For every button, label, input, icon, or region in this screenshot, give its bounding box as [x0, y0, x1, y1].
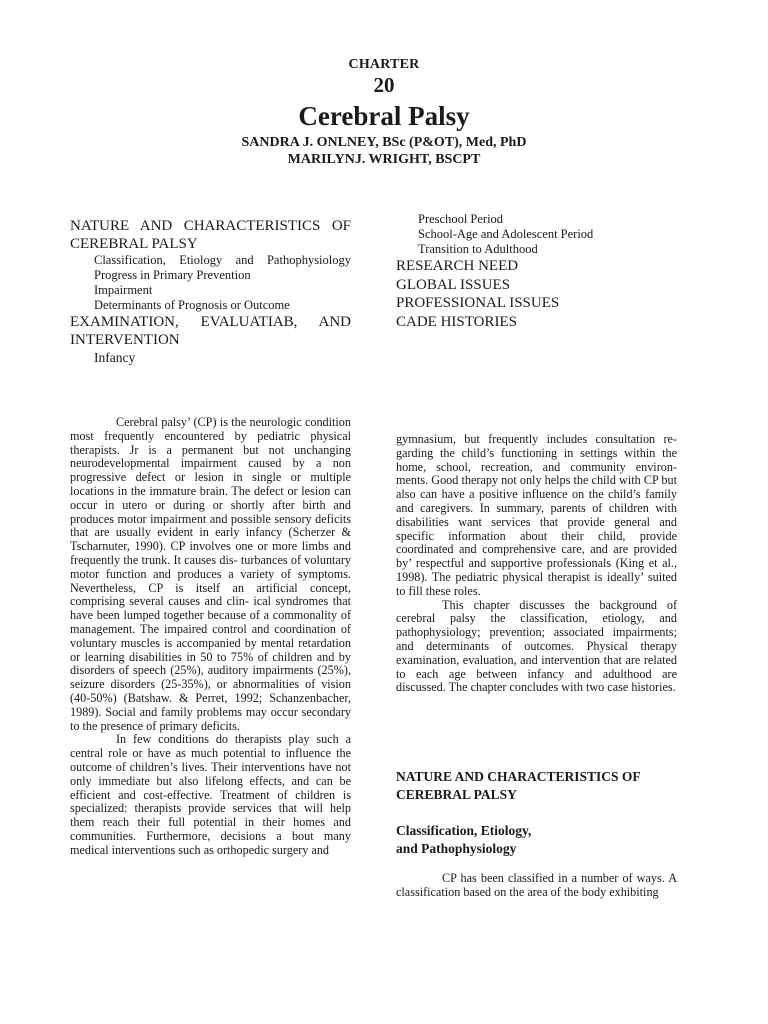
- body-paragraph: In few conditions do therapists play such a central role or have as much potential to influence the outcome of children’s lives. Their interventions have not only immediate but also lifelong effects, and can be efficient and cost-effective. Treatment of children is specialized: therapists provide services that will help them reach their full potential in their homes and communities. Furthermore, decisions a bout many medical interventions such as orthopedic surgery and: [70, 732, 351, 857]
- body-column-right: [396, 433, 677, 695]
- body-paragraph: gymnasium, but frequently includes consultation re- garding the child’s functioning in settings within the home, school, recreation, and community environ- ments. Good therapy not only helps the child with CP but also can have a positive influence on the child’s family and caregivers. In summary, parents of children with disabilities want services that provide general and specific information about their child, provide coordinated and comprehensive care, and are provided by’ respectful and supportive professionals (King et al., 1998). The pediatric physical therapist is ideally’ suited to fill these roles.: [396, 432, 677, 598]
- toc-entry-sub: Progress in Primary Prevention: [94, 268, 251, 282]
- author-line: MARILYNJ. WRIGHT, BSCPT: [287, 152, 481, 167]
- toc-entry-main: CADE HISTORIES: [396, 313, 517, 330]
- author-line: SANDRA J. ONLNEY, BSc (P&OT), Med, PhD: [241, 135, 527, 150]
- toc-entry-sub: Transition to Adulthood: [418, 242, 538, 256]
- toc-entry-main: RESEARCH NEED: [396, 258, 519, 274]
- subsection-heading-line: Classification, Etiology,: [396, 823, 532, 838]
- table-of-contents-left: [70, 217, 351, 367]
- toc-entry-sub: School-Age and Adolescent Period: [418, 227, 594, 241]
- body-column-left: [70, 416, 351, 858]
- toc-entry-sub: Determinants of Prognosis or Outcome: [94, 298, 290, 312]
- toc-entry-sub: Classification, Etiology and Pathophysiology: [94, 253, 351, 267]
- body-paragraph: CP has been classified in a number of ways. A classification based on the area of the body exhibiting: [396, 871, 677, 899]
- toc-entry-main: CEREBRAL PALSY: [70, 236, 198, 252]
- section-heading-line: NATURE AND CHARACTERISTICS OF: [396, 769, 641, 784]
- subsection-heading-line: and Pathophysiology: [396, 841, 517, 856]
- body-column-right-continued: [396, 872, 677, 900]
- toc-entry-main: PROFESSIONAL ISSUES: [396, 295, 560, 311]
- toc-entry-sub: Preschool Period: [418, 212, 504, 226]
- chapter-label: CHARTER: [348, 57, 420, 72]
- chapter-number: 20: [373, 73, 395, 97]
- chapter-title: Cerebral Palsy: [298, 101, 470, 131]
- body-paragraph: This chapter discusses the background of cerebral palsy the classification, etiology, and pathophysiology; prevention; associated impairments; and determinants of outcomes. Physical therapy examination, evaluation, and intervention that are related to each age between infancy and adulthood are discussed. The chapter concludes with two case histories.: [396, 597, 677, 695]
- toc-entry-main: INTERVENTION: [70, 332, 180, 348]
- toc-entry-sub: Infancy: [94, 350, 136, 365]
- subsection-heading: [396, 822, 686, 858]
- table-of-contents-right: [396, 212, 696, 331]
- section-heading: [396, 768, 686, 804]
- toc-entry-main: GLOBAL ISSUES: [396, 276, 511, 293]
- toc-entry-sub: Impairment: [94, 283, 153, 297]
- toc-entry-main: EXAMINATION, EVALUATIAB, AND: [70, 314, 351, 330]
- section-heading-line: CEREBRAL PALSY: [396, 787, 517, 802]
- toc-entry-main: NATURE AND CHARACTERISTICS OF: [70, 218, 351, 234]
- body-paragraph: Cerebral palsy’ (CP) is the neurologic condition most frequently encountered by pediatric physical therapists. Jr is a permanent but not unchanging neurodevelopmental impairment caused by a non progressive defect or lesion in single or multiple locations in the immature brain. The defect or lesion can occur in utero or during or shortly after birth and produces motor impairment and possible sensory deficits that are usually evident in early infancy (Scherzer & Tscharnuter, 1990). CP involves one or more limbs and frequently the trunk. It causes dis- turbances of voluntary motor function and produces a variety of symptoms. Nevertheless, CP is itself an artificial concept, comprising several causes and clin- ical syndromes that have been lumped together because of a commonality of management. The impaired control and coordination of voluntary muscles is accompanied by mental retardation or learning disabilities in 50 to 75% of children and by disorders of speech (25%), auditory impairments (25%), seizure disorders (25-35%), or abnormalities of vision (40-50%) (Batshaw. & Perret, 1992; Schanzenbacher, 1989). Social and family problems may occur secondary to the presence of primary deficits.: [70, 415, 351, 733]
